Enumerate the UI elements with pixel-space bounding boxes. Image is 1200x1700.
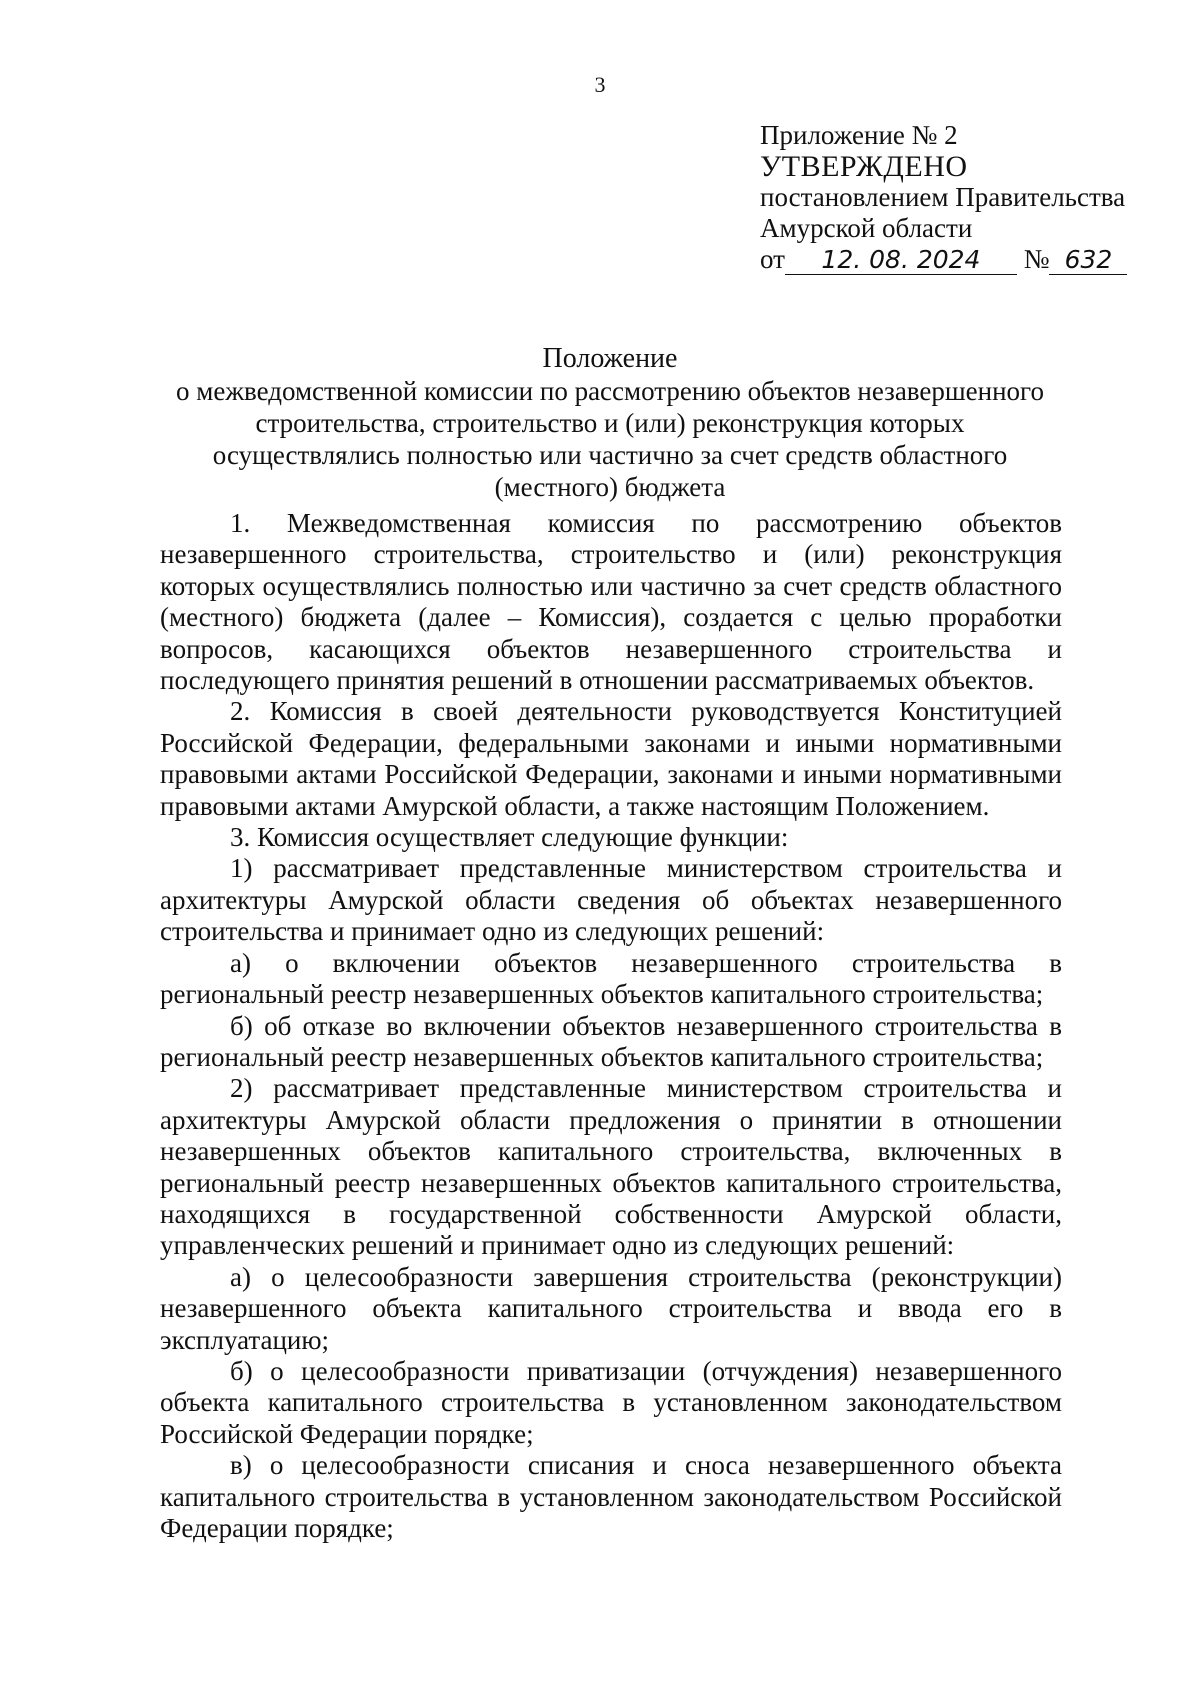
paragraph-3: 3. Комиссия осуществляет следующие функции: — [230, 822, 789, 853]
paragraph-3-item-1: 1) рассматривает представленные министерством строительства и архитектуры Амурской области сведения об объектах незавершенного строительства и принимает одно из следующих решений: — [160, 853, 1062, 947]
document-body — [160, 508, 1062, 1544]
approved-by-line: постановлением Правительства — [760, 182, 1126, 212]
document-heading — [160, 343, 1060, 503]
approval-block — [760, 120, 1160, 275]
approved-stamp-text: УТВЕРЖДЕНО — [760, 150, 968, 183]
paragraph-3-item-1-a: а) о включении объектов незавершенного строительства в региональный реестр незавершенных объектов капитального строительства; — [160, 947, 1062, 1010]
region-line: Амурской области — [760, 213, 973, 243]
paragraph-3-item-1-b: б) об отказе во включении объектов незавершенного строительства в региональный реестр незавершенных объектов капитального строительства; — [160, 1010, 1062, 1072]
paragraph-1: 1. Межведомственная комиссия по рассмотрению объектов незавершенного строительства, строительство и (или) реконструкция которых осуществлялись полностью или частично за счет средств областного (местного) бюджета (далее – Комиссия), создается с целью проработки вопросов, касающихся объектов незавершенного строительства и последующего принятия решений в отношении рассматриваемых объектов. — [160, 508, 1062, 696]
paragraph-3-item-2-c: в) о целесообразности списания и сноса незавершенного объекта капитального строительства в установленном законодательством Российской Федерации порядке; — [160, 1450, 1062, 1543]
handwritten-number: 632 — [1049, 246, 1127, 275]
document-subtitle: о межведомственной комиссии по рассмотрению объектов незавершенного строительства, строительство и (или) реконструкция которых осуществлялись полностью или частично за счет средств областного (местного) бюджета — [176, 376, 1044, 502]
paragraph-3-item-2-a: а) о целесообразности завершения строительства (реконструкции) незавершенного объекта капитального строительства и ввода его в эксплуатацию; — [160, 1261, 1062, 1355]
date-prefix: от — [760, 244, 785, 274]
paragraph-3-item-2-b: б) о целесообразности приватизации (отчуждения) незавершенного объекта капитального строительства в установленном законодательством Российской Федерации порядке; — [160, 1355, 1062, 1449]
paragraph-3-item-2: 2) рассматривает представленные министерством строительства и архитектуры Амурской области предложения о принятии в отношении незавершенных объектов капитального строительства, включенных в региональный реестр незавершенных объектов капитального строительства, находящихся в государственной собственности Амурской области, управленческих решений и принимает одно из следующих решений: — [160, 1073, 1062, 1261]
handwritten-date: 12. 08. 2024 — [785, 246, 1017, 275]
number-prefix: № — [1023, 244, 1050, 274]
document-title: Положение — [542, 343, 678, 374]
paragraph-2: 2. Комиссия в своей деятельности руководствуется Конституцией Российской Федерации, федеральными законами и иными нормативными правовыми актами Российской Федерации, законами и иными нормативными правовыми актами Амурской области, а также настоящим Положением. — [160, 696, 1062, 821]
page-number: 3 — [594, 72, 606, 97]
date-number-line — [760, 244, 1160, 275]
annex-label: Приложение № 2 — [760, 120, 958, 150]
